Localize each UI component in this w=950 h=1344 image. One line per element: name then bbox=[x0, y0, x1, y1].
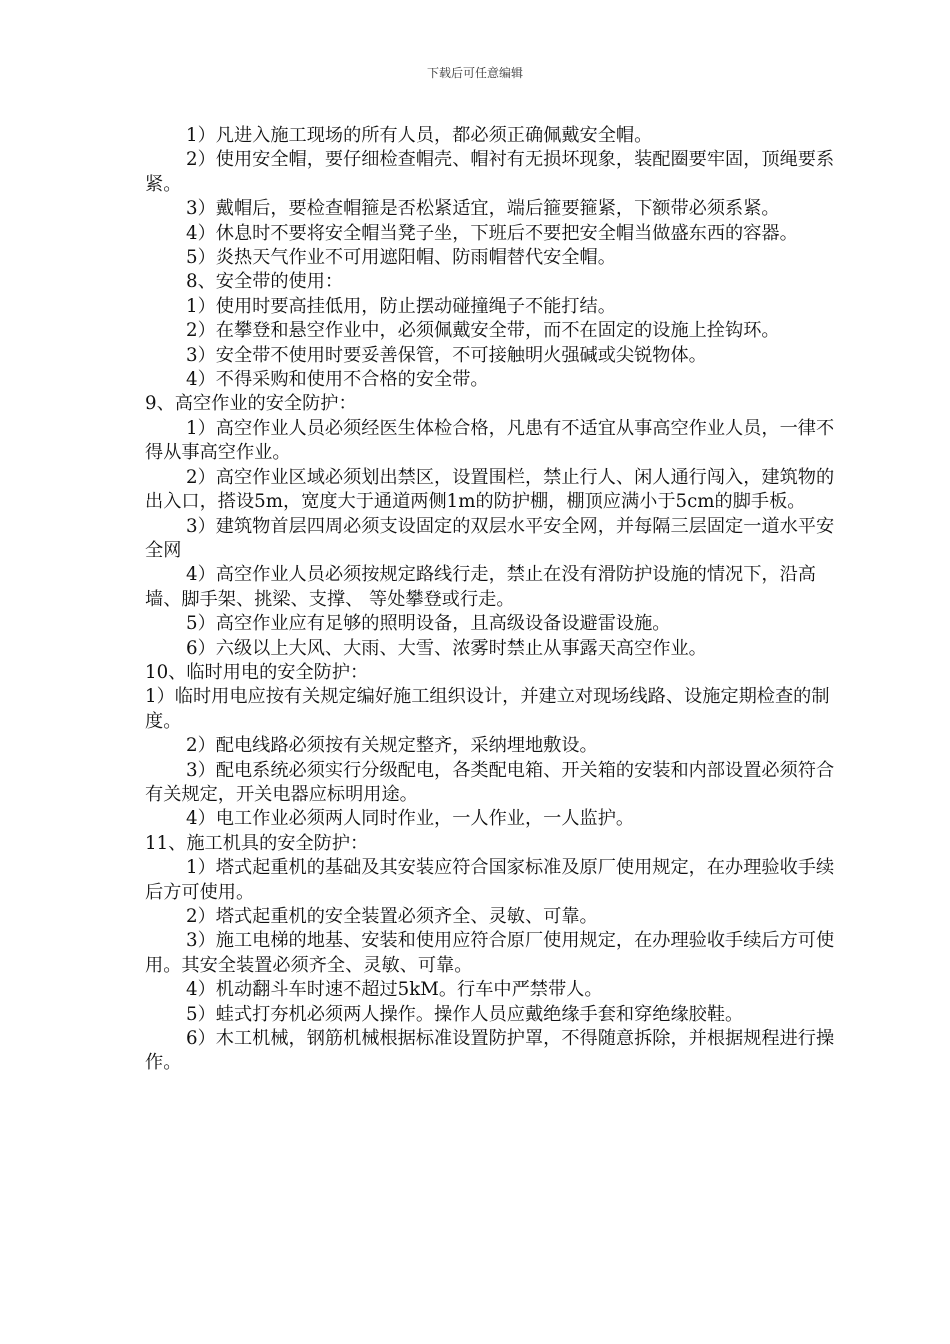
paragraph: 4）电工作业必须两人同时作业，一人作业，一人监护。 bbox=[186, 808, 635, 830]
paragraph: 3）戴帽后，要检查帽箍是否松紧适宜，端后箍要箍紧，下额带必须系紧。 bbox=[186, 198, 780, 220]
paragraph: 4）高空作业人员必须按规定路线行走，禁止在没有滑防护设施的情况下，沿高墙、脚手架、挑梁、支撑、 等处攀登或行走。 bbox=[145, 564, 816, 610]
paragraph: 1）临时用电应按有关规定编好施工组织设计，并建立对现场线路、设施定期检查的制度。 bbox=[145, 686, 830, 732]
paragraph: 6）六级以上大风、大雨、大雪、浓雾时禁止从事露天高空作业。 bbox=[186, 637, 707, 659]
paragraph: 8、安全带的使用： bbox=[186, 271, 344, 293]
paragraph: 2）塔式起重机的安全装置必须齐全、灵敏、可靠。 bbox=[186, 906, 598, 927]
paragraph: 4）机动翻斗车时速不超过5kM。行车中严禁带人。 bbox=[186, 979, 603, 1001]
paragraph: 3）安全带不使用时要妥善保管，不可接触明火强碱或尖锐物体。 bbox=[186, 344, 707, 366]
paragraph: 1）使用时要高挂低用，防止摆动碰撞绳子不能打结。 bbox=[186, 295, 616, 317]
page-header: 下载后可任意编辑 bbox=[426, 66, 523, 80]
paragraph: 3）建筑物首层四周必须支设固定的双层水平安全网，并每隔三层固定一道水平安全网 bbox=[145, 515, 835, 561]
paragraph: 4）不得采购和使用不合格的安全带。 bbox=[186, 369, 489, 391]
paragraph: 2）高空作业区域必须划出禁区，设置围栏，禁止行人、闲人通行闯入，建筑物的出入口，搭设5m，宽度大于通道两侧1m的防护棚，棚顶应满小于5cm的脚手板。 bbox=[145, 466, 835, 513]
paragraph: 5）高空作业应有足够的照明设备，且高级设备设避雷设施。 bbox=[186, 613, 671, 635]
paragraph: 1）高空作业人员必须经医生体检合格，凡患有不适宜从事高空作业人员，一律不得从事高空作业。 bbox=[145, 417, 835, 464]
paragraph: 3）配电系统必须实行分级配电，各类配电箱、开关箱的安装和内部设置必须符合有关规定，开关电器应标明用途。 bbox=[145, 759, 835, 805]
document-body bbox=[145, 124, 835, 1076]
paragraph: 2）在攀登和悬空作业中，必须佩戴安全带，而不在固定的设施上拴钩环。 bbox=[186, 320, 780, 342]
paragraph: 3）施工电梯的地基、安装和使用应符合原厂使用规定，在办理验收手续后方可使用。其安全装置必须齐全、灵敏、可靠。 bbox=[145, 930, 835, 976]
paragraph: 2）使用安全帽，要仔细检查帽壳、帽衬有无损坏现象，装配圈要牢固，顶绳要系紧。 bbox=[145, 149, 835, 195]
paragraph: 10、临时用电的安全防护： bbox=[145, 661, 369, 683]
paragraph: 11、施工机具的安全防护： bbox=[145, 832, 369, 854]
paragraph: 6）木工机械，钢筋机械根据标准设置防护罩，不得随意拆除，并根据规程进行操作。 bbox=[145, 1028, 835, 1074]
paragraph: 5）炎热天气作业不可用遮阳帽、防雨帽替代安全帽。 bbox=[186, 247, 616, 269]
paragraph: 4）休息时不要将安全帽当凳子坐，下班后不要把安全帽当做盛东西的容器。 bbox=[186, 222, 798, 244]
paragraph: 1）塔式起重机的基础及其安装应符合国家标准及原厂使用规定，在办理验收手续后方可使用。 bbox=[145, 857, 835, 903]
paragraph: 2）配电线路必须按有关规定整齐，采纳埋地敷设。 bbox=[186, 735, 598, 757]
paragraph: 9、高空作业的安全防护： bbox=[145, 393, 357, 415]
paragraph: 1）凡进入施工现场的所有人员，都必须正确佩戴安全帽。 bbox=[186, 125, 653, 146]
paragraph: 5）蛙式打夯机必须两人操作。操作人员应戴绝缘手套和穿绝缘胶鞋。 bbox=[186, 1003, 744, 1025]
